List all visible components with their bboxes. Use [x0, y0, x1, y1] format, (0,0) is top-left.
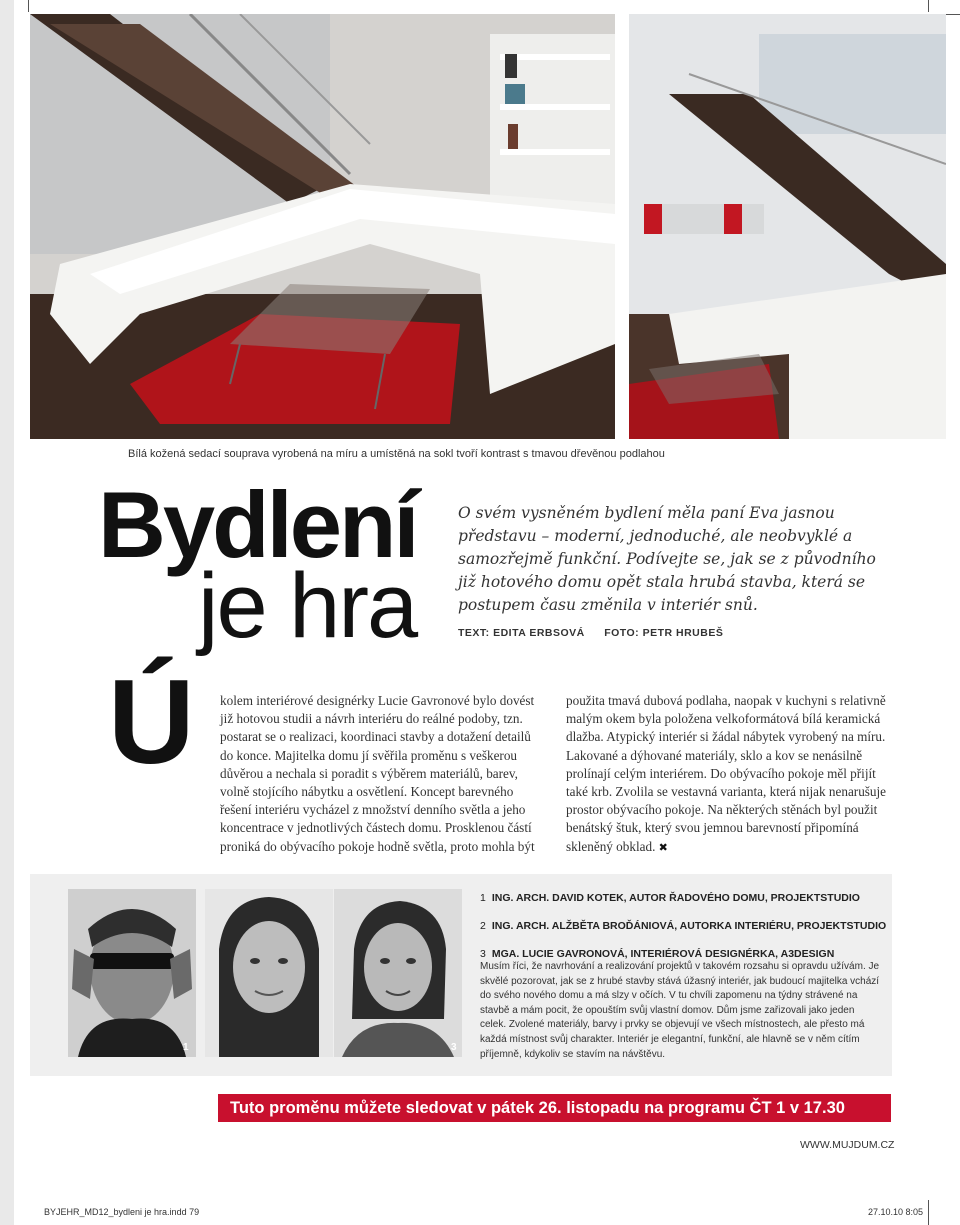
drop-cap: Ú [108, 655, 195, 789]
person-3 [480, 948, 834, 960]
end-mark-icon: ✖ [658, 841, 668, 854]
person-3-number: 3 [480, 948, 486, 960]
portrait-2 [205, 889, 333, 1057]
portrait-3 [334, 889, 462, 1057]
file-slug: BYJEHR_MD12_bydleni je hra.indd 79 [44, 1207, 200, 1217]
tv-banner: Tuto proměnu můžete sledovat v pátek 26. listopadu na programu ČT 1 v 17.30 hodin [218, 1094, 891, 1122]
page-bleed [0, 0, 14, 1225]
lead-paragraph: O svém vysněném bydlení měla paní Eva jasnou představu – moderní, jednoduché, ale neobvyklé a samozřejmě funkční. Podívejte se, jak se z původního již hotového domu opět stala hrubá stavba, která se postupem času změnila v interiér snů. [458, 504, 876, 614]
portrait-number-3: 3 [451, 1042, 457, 1053]
headline-line-1: Bydlení [98, 472, 417, 577]
crop-mark [928, 1200, 929, 1225]
person-2 [480, 920, 886, 932]
portrait-1 [68, 889, 196, 1057]
credits [458, 627, 739, 639]
person-3-label: MGA. LUCIE GAVRONOVÁ, INTERIÉROVÁ DESIGNÉRKA, A3DESIGN [491, 948, 835, 960]
person-2-label: ING. ARCH. ALŽBĚTA BROĎÁNIOVÁ, AUTORKA INTERIÉRU, PROJEKTSTUDIO [491, 920, 887, 932]
person-1-label: ING. ARCH. DAVID KOTEK, AUTOR ŘADOVÉHO DOMU, PROJEKTSTUDIO [491, 892, 860, 904]
staircase-photo [629, 14, 946, 439]
designer-quote: Musím říci, že navrhování a realizování projektů v takovém rozsahu si opravdu užívám. Je skvělé pozorovat, jak se z hrubé stavby stává úžasný interiér, jak budoucí majitelka vchází do svého nového domu a má slzy v očích. V tu chvíli zapomenu na týdny strávené na stavbě a mám pocit, že opouštím svůj vlastní domov. Dům jsme zařizovali jako jeden celek. Zvolené materiály, barvy i prvky se objevují ve všech místnostech, ale přesto má každá místnost svůj charakter. Interiér je elegantní, funkční, ale hlavně se v něm cítím příjemně, kdykoliv se stavím na návštěvu. [480, 961, 880, 1060]
article-column-2-text: použita tmavá dubová podlaha, naopak v kuchyni s relativně malým okem byla položena velkoformátová bílá keramická dlažba. Atypický interiér si žádal nábytek vyrobený na míru. Lakované a dýhované materiály, sklo a kov se nenásilně prolínají celým interiérem. Do obývacího pokoje měl přijít také krb. Zvolila se vestavná varianta, která nijak nenarušuje prostor obývacího pokoje. Na některých stěnách byl použit benátský štuk, který svou jemnou barevností připomíná skleněný obklad. [566, 693, 887, 854]
person-1-number: 1 [480, 892, 486, 904]
person-1 [480, 892, 860, 904]
photo-credit: FOTO: PETR HRUBEŠ [604, 627, 724, 639]
photo-caption: Bílá kožená sedací souprava vyrobená na míru a umístěná na sokl tvoří kontrast s tmavou dřevěnou podlahou [128, 448, 665, 460]
portrait-number-1: 1 [183, 1042, 189, 1053]
article-column-1: kolem interiérové designérky Lucie Gavronové bylo dovést již hotovou studii a návrh interiéru do reálné podoby, tzn. postarat se o realizaci, koordinaci stavby a dotažení detailů do konce. Majitelka domu jí svěřila proměnu s veškerou důvěrou a nechala si poradit s výběrem materiálů, barev, volně stojícího nábytku a osvětlení. Koncept barevného řešení interiéru vycházel z množství denního světla a jeho koncentrace v jednotlivých částech domu. Prosklenou částí proniká do obývacího pokoje hodně světla, proto mohla být [220, 693, 535, 854]
date-slug: 27.10.10 8:05 [868, 1207, 924, 1217]
crop-mark [928, 0, 929, 12]
crop-mark [28, 0, 29, 12]
person-2-number: 2 [480, 920, 486, 932]
headline-line-2: je hra [198, 555, 417, 657]
article-column-2 [566, 692, 896, 857]
website-link[interactable]: WWW.MUJDUM.CZ [800, 1139, 895, 1151]
text-credit: TEXT: EDITA ERBSOVÁ [458, 627, 585, 639]
living-room-photo [30, 14, 615, 439]
